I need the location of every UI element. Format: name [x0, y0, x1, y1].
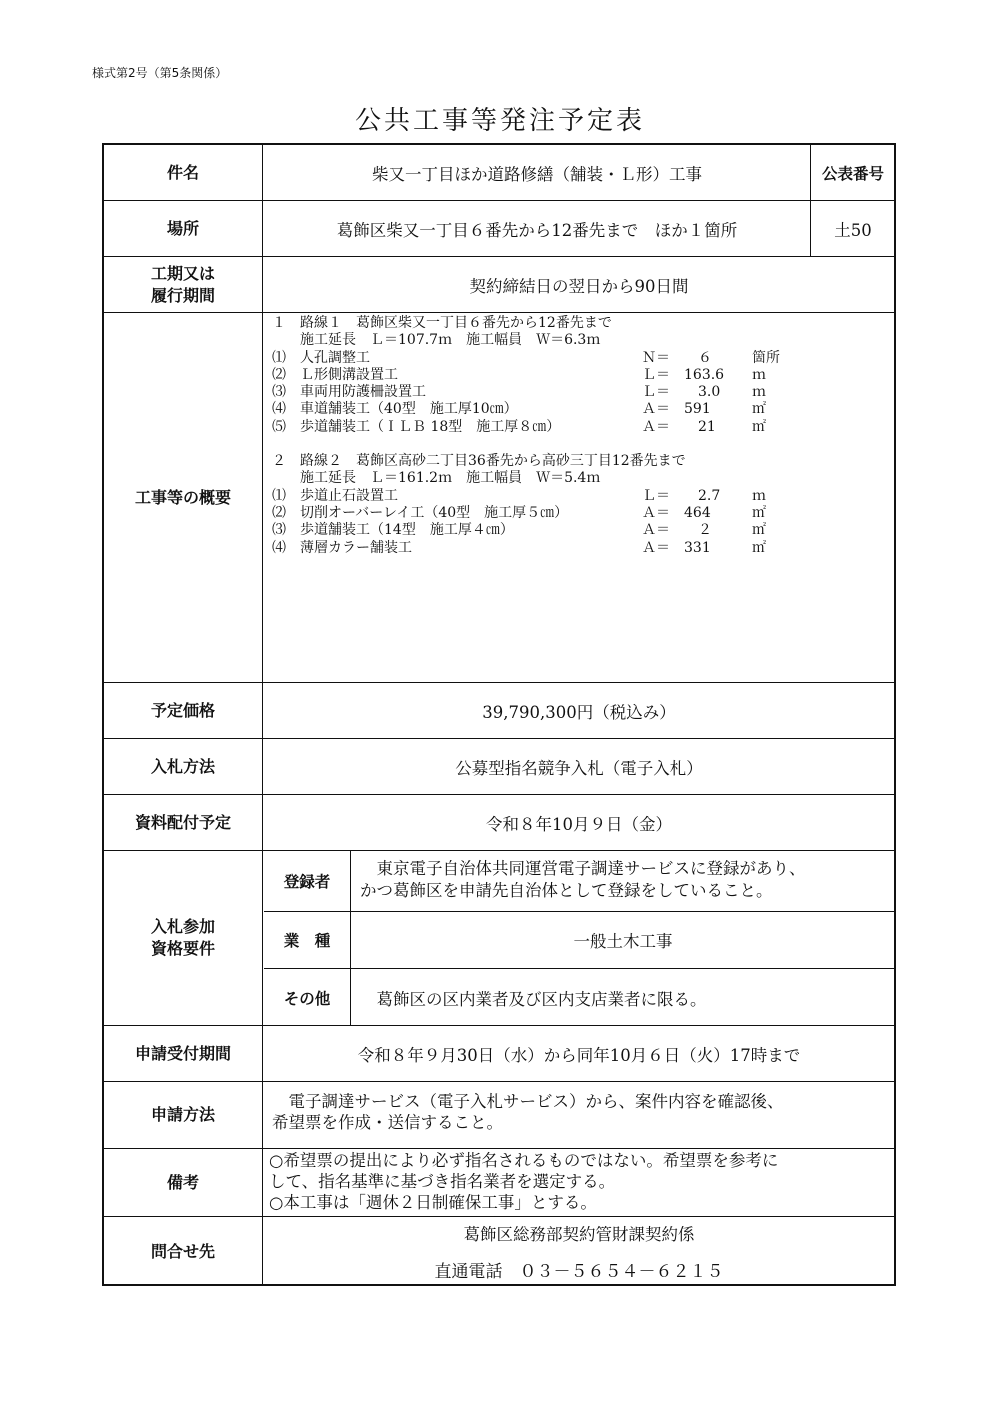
- item-qty: Ａ＝ 591: [642, 401, 711, 418]
- route1-item: [272, 401, 854, 418]
- value-public-number: 土50: [834, 220, 872, 240]
- route1-item: [272, 350, 854, 367]
- divider: [810, 145, 811, 200]
- value-estimated-price: 39,790,300円（税込み）: [482, 702, 676, 722]
- label-document-distribution: 資料配付予定: [104, 795, 263, 850]
- row-qualification: [104, 851, 894, 1026]
- value-other: 葛飾区の区内業者及び区内支店業者に限る。: [360, 989, 707, 1009]
- item-qty: Ｌ＝ 3.0: [642, 384, 721, 401]
- row-period: [104, 257, 894, 313]
- route1-heading: １ 路線１ 葛飾区柴又一丁目６番先から12番先まで: [272, 315, 612, 331]
- item-name: ⑵ Ｌ形側溝設置工: [272, 366, 398, 383]
- row-document-distribution: [104, 795, 894, 851]
- value-period: 契約締結日の翌日から90日間: [469, 276, 689, 296]
- row-contact: [104, 1217, 894, 1286]
- route2-heading: ２ 路線２ 葛飾区高砂二丁目36番先から高砂三丁目12番先まで: [272, 453, 686, 470]
- value-name: 柴又一丁目ほか道路修繕（舗装・Ｌ形）工事: [372, 164, 702, 184]
- item-unit: ｍ: [752, 366, 766, 383]
- item-qty: Ｌ＝ 163.6: [642, 366, 725, 383]
- row-overview: [104, 313, 894, 683]
- item-qty: Ｌ＝ 2.7: [642, 487, 721, 504]
- item-qty: Ａ＝ ２: [642, 522, 712, 539]
- row-name: [104, 145, 894, 201]
- value-contact-dept: 葛飾区総務部契約管財課契約係: [463, 1225, 695, 1244]
- value-remarks-line1: ○希望票の提出により必ず指名されるものではない。希望票を参考に: [269, 1151, 779, 1170]
- row-remarks: [104, 1149, 894, 1217]
- label-name: 件名: [104, 145, 263, 200]
- route1-item: [272, 419, 854, 436]
- item-unit: ｍ: [752, 384, 766, 401]
- route2-item: [272, 505, 854, 522]
- order-schedule-table: [102, 143, 896, 1286]
- label-other: その他: [264, 969, 351, 1026]
- label-registrant: 登録者: [264, 851, 351, 911]
- label-application-method: 申請方法: [104, 1082, 263, 1148]
- item-name: ⑴ 歩道止石設置工: [272, 487, 398, 504]
- route2-item: [272, 488, 854, 505]
- label-bidding-method: 入札方法: [104, 739, 263, 794]
- label-location: 場所: [104, 201, 263, 256]
- route2-spec: 施工延長 Ｌ＝161.2ｍ 施工幅員 Ｗ＝5.4ｍ: [272, 470, 601, 487]
- item-unit: ｍ: [752, 487, 766, 504]
- row-bidding-method: [104, 739, 894, 795]
- route2-item: [272, 540, 854, 557]
- item-name: ⑵ 切削オーバーレイ工（40型 施工厚５㎝）: [272, 504, 569, 521]
- item-unit: ㎡: [752, 418, 766, 435]
- route1-item: [272, 384, 854, 401]
- row-location: [104, 201, 894, 257]
- form-number: 様式第2号（第5条関係）: [92, 66, 228, 80]
- item-unit: 箇所: [752, 349, 780, 366]
- label-industry: 業 種: [264, 912, 351, 968]
- sub-row-registrant: [264, 851, 894, 912]
- value-document-distribution: 令和８年10月９日（金）: [486, 814, 672, 834]
- row-application-method: [104, 1082, 894, 1149]
- value-location: 葛飾区柴又一丁目６番先から12番先まで ほか１箇所: [336, 220, 738, 240]
- route2-item: [272, 522, 854, 539]
- item-qty: Ｎ＝ ６: [642, 349, 712, 366]
- label-overview: 工事等の概要: [104, 313, 263, 682]
- item-name: ⑶ 歩道舗装工（14型 施工厚４㎝）: [272, 522, 514, 539]
- page-title: 公共工事等発注予定表: [354, 106, 645, 136]
- spacer: [272, 436, 854, 453]
- label-public-number: 公表番号: [821, 164, 884, 183]
- divider: [810, 201, 811, 256]
- item-unit: ㎡: [752, 504, 766, 521]
- label-period-line1: 工期又は: [150, 263, 215, 283]
- item-unit: ㎡: [752, 539, 766, 556]
- overview-content: [272, 315, 854, 557]
- item-qty: Ａ＝ 464: [642, 504, 711, 521]
- item-qty: Ａ＝ 331: [642, 539, 711, 556]
- item-name: ⑶ 車両用防護柵設置工: [272, 384, 426, 401]
- value-bidding-method: 公募型指名競争入札（電子入札）: [455, 758, 703, 778]
- value-industry: 一般土木工事: [573, 932, 673, 951]
- label-contact: 問合せ先: [104, 1217, 263, 1286]
- sub-row-other: [264, 969, 894, 1026]
- value-registrant-line2: かつ葛飾区を申請先自治体として登録をしていること。: [360, 881, 773, 900]
- label-estimated-price: 予定価格: [104, 683, 263, 738]
- item-qty: Ａ＝ 21: [642, 418, 716, 435]
- value-application-method: [272, 1091, 884, 1133]
- label-qualification-line1: 入札参加: [150, 917, 215, 937]
- sub-row-industry: [264, 912, 894, 969]
- value-registrant-line1: 東京電子自治体共同運営電子調達サービスに登録があり、: [360, 859, 806, 878]
- item-unit: ㎡: [752, 522, 766, 539]
- label-qualification: [104, 851, 263, 1025]
- value-remarks: [269, 1150, 884, 1213]
- item-unit: ㎡: [752, 401, 766, 418]
- label-qualification-line2: 資格要件: [150, 939, 215, 958]
- value-registrant: [360, 858, 888, 902]
- label-period: [104, 257, 263, 312]
- row-estimated-price: [104, 683, 894, 739]
- value-application-method-line2: 希望票を作成・送信すること。: [272, 1113, 503, 1132]
- label-remarks: 備考: [104, 1149, 263, 1216]
- value-application-period: 令和８年９月30日（水）から同年10月６日（火）17時まで: [357, 1045, 801, 1065]
- item-name: ⑸ 歩道舗装工（ＩＬＢ 18型 施工厚８㎝）: [272, 418, 561, 435]
- row-application-period: [104, 1026, 894, 1082]
- item-name: ⑴ 人孔調整工: [272, 349, 370, 366]
- value-remarks-line2: して、指名基準に基づき指名業者を選定する。: [269, 1172, 616, 1191]
- label-application-period: 申請受付期間: [104, 1026, 263, 1081]
- value-application-method-line1: 電子調達サービス（電子入札サービス）から、案件内容を確認後、: [272, 1092, 784, 1111]
- value-contact-phone: 直通電話 ０３－５６５４－６２１５: [434, 1262, 724, 1282]
- item-name: ⑷ 薄層カラー舗装工: [272, 539, 412, 556]
- value-remarks-line3: ○本工事は「週休２日制確保工事」とする。: [269, 1193, 597, 1212]
- label-period-line2: 履行期間: [150, 285, 215, 305]
- route1-spec: 施工延長 Ｌ＝107.7ｍ 施工幅員 Ｗ＝6.3ｍ: [272, 332, 601, 349]
- item-name: ⑷ 車道舗装工（40型 施工厚10㎝）: [272, 401, 518, 418]
- route1-item: [272, 367, 854, 384]
